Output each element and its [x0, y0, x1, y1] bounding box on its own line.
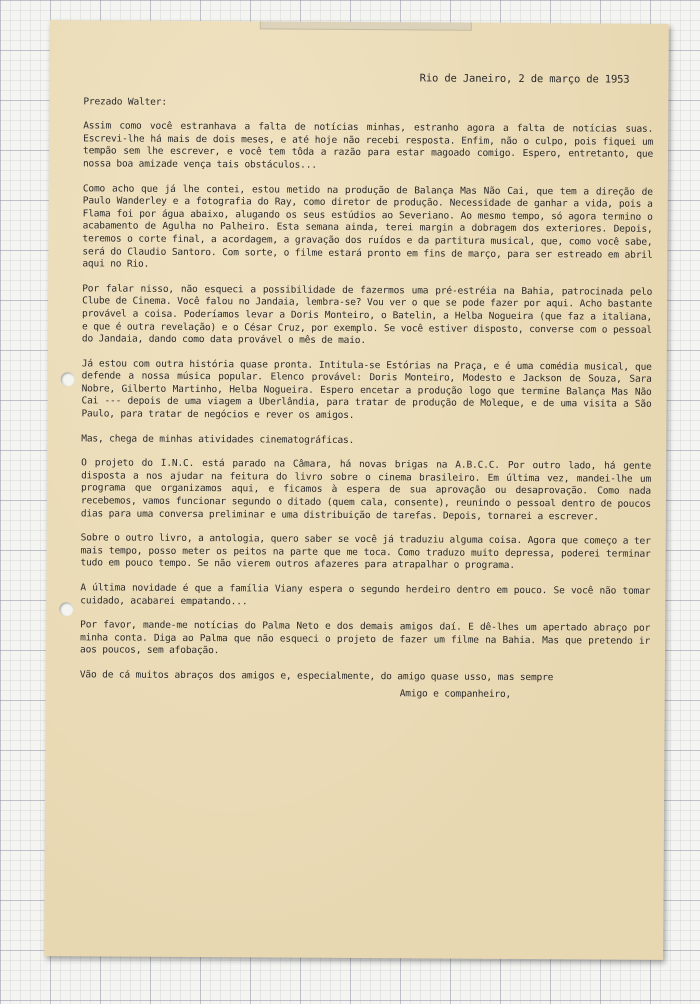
- letter-closing: Amigo e companheiro,: [399, 687, 512, 700]
- letter-paragraph: Vão de cá muitos abraços dos amigos e, especialmente, do amigo quase usso, mas sempre: [79, 669, 554, 684]
- punch-hole-bottom: [59, 602, 73, 616]
- letter-paragraph: Como acho que já lhe contei, estou metido na produção de Balança Mas Não Cai, que tem a direção de Paulo Wanderley e a fotografia do Ray, como diretor de produção. Necessidade de ganhar a vida, pois a Flama foi por água abaixo, alugando os seus estúdios ao Severiano. Ao mesmo tempo, só agora termino o acabamento de Agulha no Palheiro. Esta semana ainda, terei margin a dobragem dos exteriores. Depois, teremos o corte final, a acordagem, a gravação dos ruídos e da partitura musical, que, como você sabe, será do Claudio Santoro. Com sorte, o filme estará pronto em fins de março, para ser estreado em abril aqui no Rio.: [82, 182, 653, 270]
- letter-paragraph: Mas, chega de minhas atividades cinematográficas.: [81, 432, 355, 446]
- letter-body: [80, 70, 654, 702]
- tape-strip: [260, 20, 472, 31]
- letter-paragraph: Já estou com outra história quase pronta. Intitula-se Estórias na Praça, e é uma comédia musical, que defende a nossa música popular. Elenco provável: Doris Monteiro, Modesto e Jackson de Souza, Sara Nobre, Gilberto Martinho, Helba Nogueira. Espero encetar a produção logo que termine Balança Mas Não Cai --- depois de uma viagem a Uberlândia, para tratar de produção de Moleque, e de uma visita a São Paulo, para tratar de negócios e rever os amigos.: [81, 358, 652, 422]
- letter-paragraph: Por favor, mande-me notícias do Palma Neto e dos demais amigos daí. E dê-lhes um apertado abraço por minha conta. Diga ao Palma que não esqueci o projeto de fazer um filme na Bahia. Mas que pretendo ir aos poucos, sem afobação.: [79, 619, 651, 657]
- letter-paragraph: Por falar nisso, não esqueci a possibilidade de fazermos uma pré-estréia na Bahia, patrocinada pelo Clube de Cinema. Você falou no Jandaia, lembra-se? Vou ver o que se pode fazer por aqui. Acho bastante provável a coisa. Poderíamos levar a Doris Monteiro, o Batelin, a Helba Nogueira (que faz a italiana, e que é outra revelação) e o César Cruz, por exemplo. Se você estiver disposto, converse com o pessoal do Jandaia, dando como data provável o mês de maio.: [81, 283, 653, 347]
- letter-salutation: Prezado Walter:: [83, 95, 167, 108]
- letter-page: [44, 20, 669, 960]
- letter-paragraph: A última novidade é que a família Viany espera o segundo herdeiro dentro em pouco. Se você não tomar cuidado, acabarei empatando...: [80, 582, 651, 607]
- letter-paragraph: O projeto do I.N.C. está parado na Câmara, há novas brigas na A.B.C.C. Por outro lado, há gente disposta a nos ajudar na feitura do livro sobre o cinema brasileiro. Em última vez, mandei-lhe um programa que organizamos aqui, e ficamos à espera de sua aprovação ou desaprovação. Como nada recebemos, vamos funcionar segundo o ditado (quem cala, consente), reunindo o pessoal dentro de poucos dias para uma conversa preliminar e uma distribuição de tarefas. Depois, tornarei a escrever.: [80, 457, 652, 523]
- letter-paragraph: Assim como você estranhava a falta de notícias minhas, estranho agora a falta de notícias suas. Escrevi-lhe há mais de dois meses, e até hoje não recebi resposta. Enfim, não o culpo, pois fiquei um tempão sem lhe escrever, e você tem tôda a razão para estar magoado comigo. Espero, entretanto, que nossa boa amizade vença tais obstáculos...: [82, 120, 654, 171]
- letter-date: Rio de Janeiro, 2 de março de 1953: [419, 72, 630, 86]
- punch-hole-top: [61, 372, 75, 386]
- letter-paragraph: Sobre o outro livro, a antologia, quero saber se você já traduziu alguma coisa. Agora que começo a ter mais tempo, posso meter os peitos na parte que me toca. Como traduzo muito depressa, poderei terminar tudo em pouco tempo. Se não vierem outros afazeres para atrapalhar o programa.: [80, 532, 651, 572]
